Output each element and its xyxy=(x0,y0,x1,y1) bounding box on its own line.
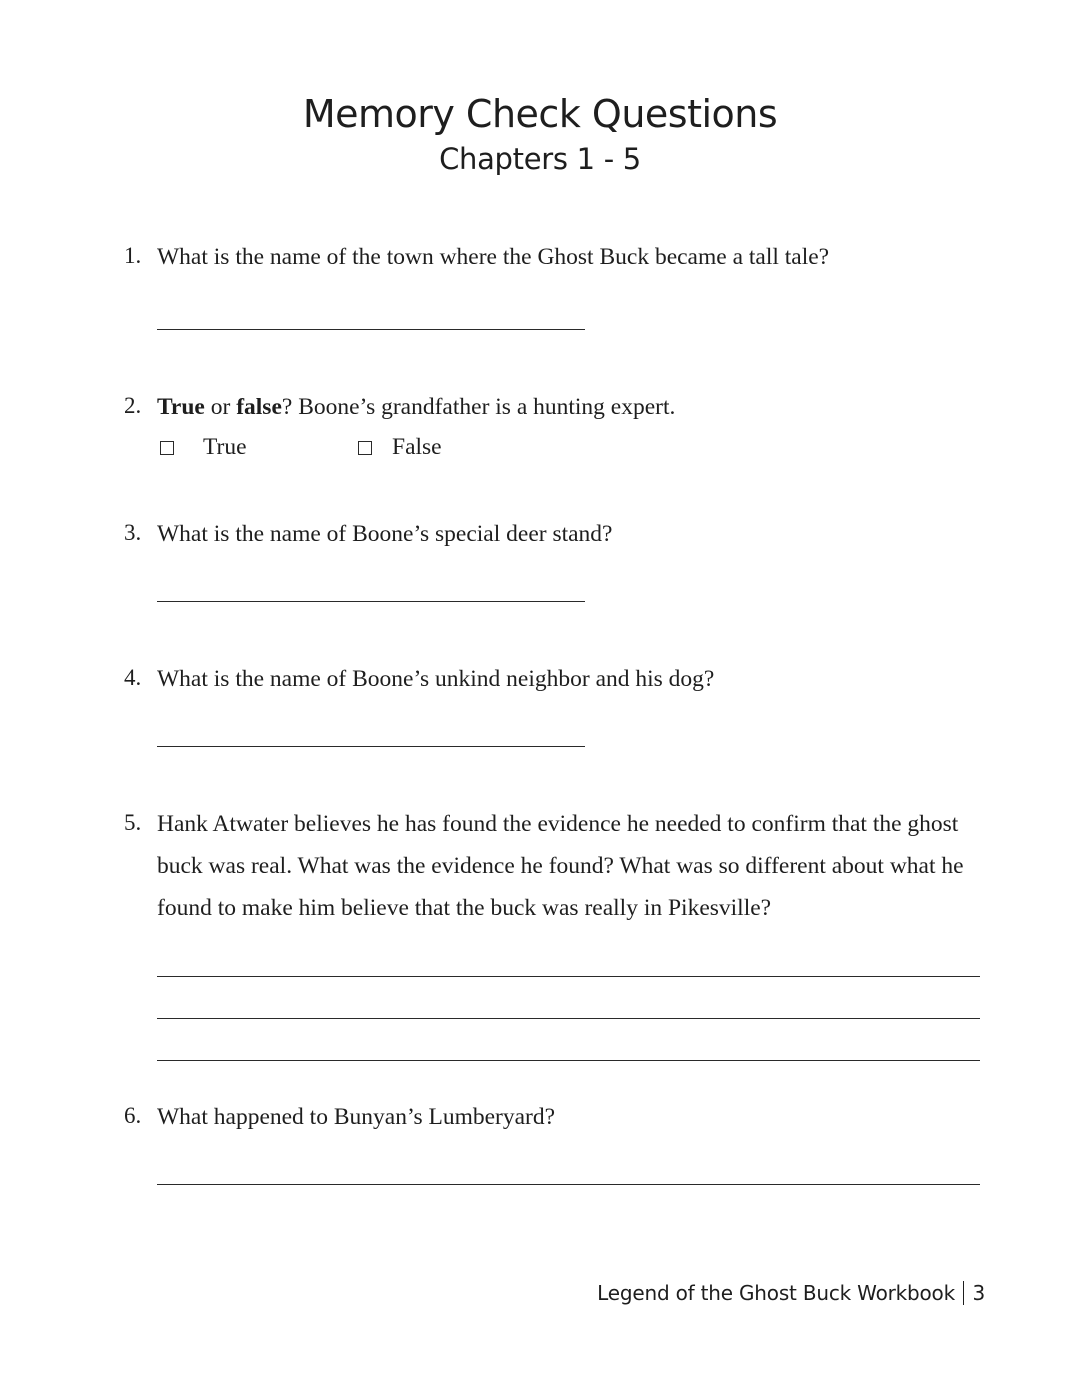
question-text: What is the name of Boone’s unkind neighbor and his dog? xyxy=(157,666,715,692)
answer-line[interactable] xyxy=(157,1018,980,1019)
true-checkbox[interactable] xyxy=(160,441,174,455)
answer-line[interactable] xyxy=(157,976,980,977)
true-option-label: True xyxy=(203,434,247,460)
true-word: True xyxy=(157,394,205,420)
question-number: 1. xyxy=(124,243,142,268)
question-text: What happened to Bunyan’s Lumberyard? xyxy=(157,1104,556,1130)
question-number: 4. xyxy=(124,665,142,690)
question-text-line: found to make him believe that the buck was really in Pikesville? xyxy=(157,895,772,921)
question-text: What is the name of the town where the Ghost Buck became a tall tale? xyxy=(157,244,830,270)
question-text: What is the name of Boone’s special deer stand? xyxy=(157,521,613,547)
question-rest: ? Boone’s grandfather is a hunting expert. xyxy=(281,394,676,420)
book-title: Legend of the Ghost Buck Workbook xyxy=(597,1281,955,1305)
answer-line[interactable] xyxy=(157,746,585,747)
false-option-label: False xyxy=(392,434,442,460)
question-text xyxy=(157,386,675,428)
answer-line[interactable] xyxy=(157,329,585,330)
answer-line[interactable] xyxy=(157,1060,980,1061)
footer-divider xyxy=(963,1281,965,1305)
page-title: Memory Check Questions xyxy=(302,92,778,136)
question-text-line: Hank Atwater believes he has found the evidence he needed to confirm that the ghost xyxy=(157,811,959,837)
page-footer xyxy=(597,1281,985,1305)
question-number: 2. xyxy=(124,393,142,418)
false-word: false xyxy=(236,394,282,420)
question-number: 3. xyxy=(124,520,142,545)
question-number: 6. xyxy=(124,1103,142,1128)
false-checkbox[interactable] xyxy=(358,441,372,455)
question-text-line: buck was real. What was the evidence he found? What was so different about what he xyxy=(157,853,964,879)
answer-line[interactable] xyxy=(157,1184,980,1185)
or-word: or xyxy=(204,394,237,420)
page-number: 3 xyxy=(972,1281,985,1305)
answer-line[interactable] xyxy=(157,601,585,602)
question-number: 5. xyxy=(124,810,142,835)
page-subtitle: Chapters 1 - 5 xyxy=(439,142,641,176)
